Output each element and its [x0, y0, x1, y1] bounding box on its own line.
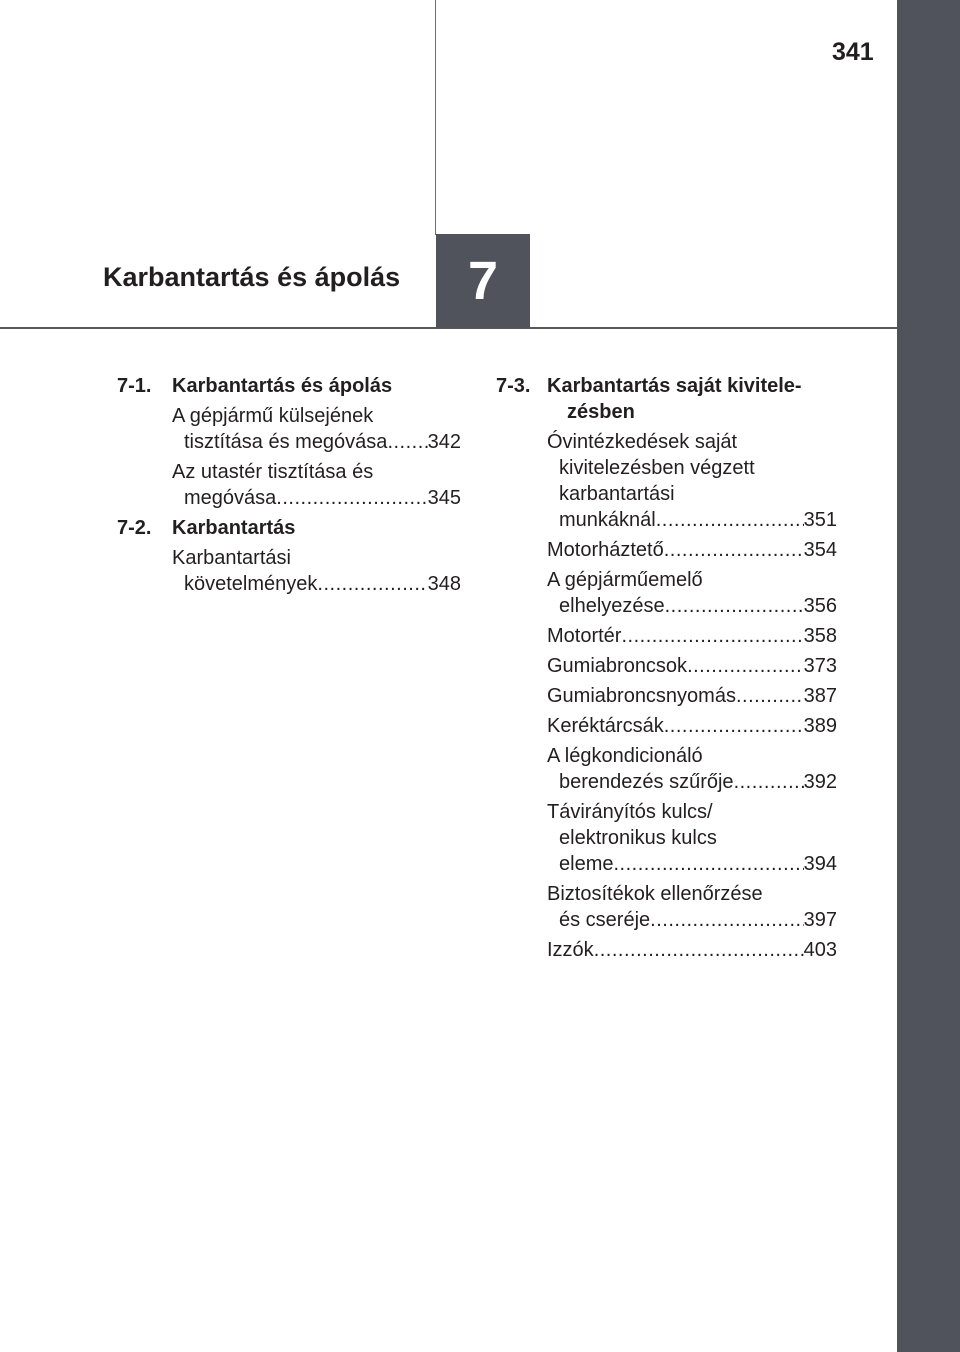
entry-last-line: [547, 713, 837, 739]
entry-text: Motorháztető: [547, 539, 664, 561]
page-ref: 348: [427, 573, 461, 595]
toc-entry[interactable]: [547, 653, 837, 679]
page-ref: 358: [803, 625, 837, 647]
toc-entry[interactable]: [547, 567, 837, 619]
section-title-line: zésben: [567, 401, 635, 423]
entry-text: Keréktárcsák: [547, 715, 664, 737]
page-ref: 403: [803, 939, 837, 961]
entry-last-line: [547, 623, 837, 649]
page-ref: 354: [803, 539, 837, 561]
chapter-side-tab: [897, 0, 960, 1352]
section-title: Karbantartás és ápolás: [172, 375, 393, 397]
toc-entry[interactable]: [547, 713, 837, 739]
entry-text: elektronikus kulcs: [559, 827, 717, 849]
page-ref: 356: [803, 595, 837, 617]
entry-last-line: [547, 653, 837, 679]
entry-text: A légkondicionáló: [547, 745, 703, 767]
entry-text: Karbantartási: [172, 547, 291, 569]
entry-last-line: [547, 907, 837, 933]
dot-leader: [594, 937, 804, 963]
toc-entry[interactable]: [547, 683, 837, 709]
entry-last-line: [547, 593, 837, 619]
entry-last-line: [172, 485, 461, 511]
toc-entry[interactable]: [172, 545, 461, 597]
entry-text: Biztosítékok ellenőrzése: [547, 883, 763, 905]
entry-last-line: [547, 683, 837, 709]
section-title: [547, 373, 837, 425]
page-ref: 387: [803, 685, 837, 707]
section-title-line: Karbantartás saját kivitele-: [547, 375, 802, 397]
chapter-number: 7: [467, 251, 499, 311]
entry-last-line: [547, 851, 837, 877]
toc-entry[interactable]: [547, 799, 837, 877]
entry-last-line: [172, 429, 461, 455]
dot-leader: [664, 713, 804, 739]
dot-leader: [650, 907, 803, 933]
entry-text: munkáknál: [559, 509, 656, 531]
page-ref: 351: [803, 509, 837, 531]
toc-section-7-2[interactable]: [117, 515, 461, 541]
entry-text: Motortér: [547, 625, 622, 647]
header-vertical-rule: [435, 0, 436, 235]
entry-text: berendezés szűrője: [559, 771, 734, 793]
entry-text: követelmények: [184, 573, 318, 595]
entry-text: eleme: [559, 853, 614, 875]
entry-last-line: [172, 571, 461, 597]
entry-text: elhelyezése: [559, 595, 665, 617]
toc-entry[interactable]: [547, 937, 837, 963]
dot-leader: [687, 653, 804, 679]
dot-leader: [656, 507, 804, 533]
toc-right-column: [496, 373, 837, 967]
entry-text: A gépjárműemelő: [547, 569, 703, 591]
entry-text: A gépjármű külsejének: [172, 405, 374, 427]
page-ref: 342: [427, 431, 461, 453]
page-ref: 392: [803, 771, 837, 793]
dot-leader: [387, 429, 427, 455]
entry-text: Gumiabroncsnyomás: [547, 685, 736, 707]
toc-entry[interactable]: [547, 537, 837, 563]
entry-text: tisztítása és megóvása: [184, 431, 388, 453]
section-number: 7-3.: [496, 375, 531, 397]
toc-section-7-1[interactable]: [117, 373, 461, 399]
page-ref: 389: [803, 715, 837, 737]
toc-entry[interactable]: [172, 403, 461, 455]
entry-text: Távirányítós kulcs/: [547, 801, 713, 823]
chapter-title: Karbantartás és ápolás: [103, 262, 401, 292]
entry-text: Gumiabroncsok: [547, 655, 688, 677]
toc-section-7-3[interactable]: [496, 373, 837, 425]
toc-entry[interactable]: [547, 623, 837, 649]
page-ref: 345: [427, 487, 461, 509]
section-number: 7-1.: [117, 375, 152, 397]
dot-leader: [664, 537, 804, 563]
toc-entry[interactable]: [547, 743, 837, 795]
entry-last-line: [547, 507, 837, 533]
section-title: Karbantartás: [172, 517, 296, 539]
page-ref: 397: [803, 909, 837, 931]
page-number: 341: [832, 38, 874, 66]
entry-last-line: [547, 937, 837, 963]
dot-leader: [736, 683, 804, 709]
entry-text: kivitelezésben végzett: [559, 457, 755, 479]
dot-leader: [317, 571, 427, 597]
entry-last-line: [547, 537, 837, 563]
toc-left-column: [117, 373, 461, 601]
entry-text: Óvintézkedések saját: [547, 431, 738, 453]
page-ref: 373: [803, 655, 837, 677]
entry-text: megóvása: [184, 487, 277, 509]
entry-last-line: [547, 769, 837, 795]
toc-entry[interactable]: [547, 429, 837, 533]
toc-entry[interactable]: [172, 459, 461, 511]
entry-text: és cseréje: [559, 909, 651, 931]
toc-entry[interactable]: [547, 881, 837, 933]
section-number: 7-2.: [117, 517, 152, 539]
entry-text: Izzók: [547, 939, 594, 961]
dot-leader: [621, 623, 803, 649]
dot-leader: [665, 593, 804, 619]
dot-leader: [613, 851, 803, 877]
entry-text: Az utastér tisztítása és: [172, 461, 374, 483]
chapter-number-box: [436, 234, 530, 328]
dot-leader: [734, 769, 804, 795]
page-ref: 394: [803, 853, 837, 875]
entry-text: karbantartási: [559, 483, 675, 505]
dot-leader: [276, 485, 427, 511]
